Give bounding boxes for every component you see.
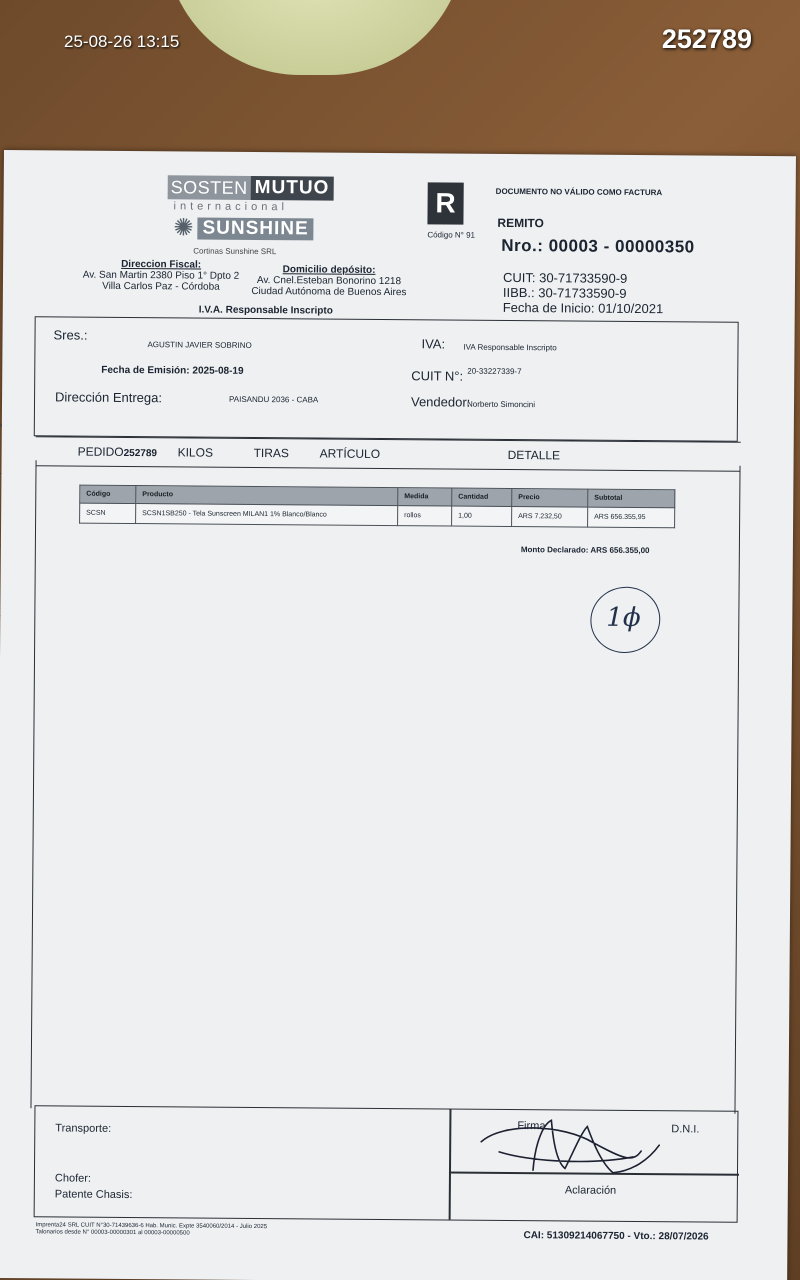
fiscal-address: Direccion Fiscal: Av. San Martin 2380 Piso 1° Dpto 2 Villa Carlos Paz - Córdoba	[82, 258, 240, 293]
doc-type: REMITO	[497, 215, 544, 231]
doc-letter: R	[427, 182, 463, 224]
cell-cantidad: 1,00	[452, 506, 512, 526]
vendedor-value: Norberto Simoncini	[466, 399, 536, 410]
deposit-address: Domicilio depósito: Av. Cnel.Esteban Bonorino 1218 Ciudad Autónoma de Buenos Aires	[251, 264, 407, 299]
cell-precio: ARS 7.232,50	[512, 506, 588, 527]
cuit-value: 20-33227339-7	[467, 366, 522, 377]
cai-info: CAI: 51309214067750 - Vto.: 28/07/2026	[523, 1230, 709, 1243]
iva-label: IVA:	[421, 336, 446, 352]
sunshine-logo	[173, 215, 313, 242]
iva-condition: I.V.A. Responsable Inscripto	[198, 304, 333, 317]
company-name: Cortinas Sunshine SRL	[193, 246, 277, 257]
cell-producto: SCSN1SB250 - Tela Sunscreen MILAN1 1% Blanco/Blanco	[136, 504, 398, 526]
chofer-label: Chofer:	[54, 1172, 92, 1185]
cell-medida: rollos	[398, 506, 452, 526]
articulo-header: ARTÍCULO	[319, 446, 381, 461]
iva-value: IVA Responsable Inscripto	[463, 342, 557, 353]
footer-box	[34, 1105, 739, 1223]
photo-ref-number: 252789	[661, 24, 752, 54]
brand-logo-top: SOSTEN MUTUO	[168, 175, 326, 200]
col-medida: Medida	[398, 488, 452, 506]
fecha-emision: Fecha de Emisión: 2025-08-19	[101, 364, 244, 377]
cell-codigo: SCSN	[80, 503, 136, 523]
table-row	[80, 503, 675, 528]
cell-subtotal: ARS 656.355,95	[588, 507, 675, 528]
sres-value: AGUSTIN JAVIER SOBRINO	[147, 340, 252, 350]
remito-document	[0, 150, 796, 1280]
cuit-label: CUIT N°:	[411, 368, 464, 384]
doc-number: Nro.: 00003 - 00000350	[501, 235, 695, 257]
firma-label: Firma	[517, 1120, 546, 1133]
items-area	[30, 460, 740, 1114]
not-valid-notice: DOCUMENTO NO VÁLIDO COMO FACTURA	[495, 186, 663, 198]
sun-icon: ✺	[173, 214, 194, 242]
col-subtotal: Subtotal	[588, 489, 675, 508]
doc-tax-info: CUIT: 30-71733590-9 IIBB.: 30-71733590-9 Fecha de Inicio: 01/10/2021	[502, 269, 664, 317]
copy-colors-note	[0, 350, 2, 630]
monto-declarado: Monto Declarado: ARS 656.355,00	[520, 545, 650, 556]
printer-info: Imprenta24 SRL CUIT N°30-71439636-6 Hab. Munic. Expte 3540060/2014 - Julio 2025 Talonarios desde N° 00003-00000301 al 00003-00000500	[35, 1222, 268, 1237]
col-producto: Producto	[136, 486, 398, 506]
kilos-header: KILOS	[177, 445, 214, 460]
dni-label: D.N.I.	[671, 1123, 700, 1136]
brand-subtitle: internacional	[173, 200, 288, 214]
brand-name: SUNSHINE	[197, 218, 313, 241]
direccion-value: PAISANDU 2036 - CABA	[229, 394, 319, 405]
detalle-header: DETALLE	[507, 447, 561, 463]
transporte-label: Transporte:	[55, 1122, 112, 1135]
handwritten-mark: 1ϕ	[606, 602, 641, 634]
col-precio: Precio	[512, 488, 588, 507]
items-table	[79, 485, 675, 529]
handwritten-signature	[473, 1112, 674, 1180]
tiras-header: TIRAS	[253, 445, 290, 461]
pedido-label: PEDIDO	[77, 444, 124, 459]
pedido-value: 252789	[123, 447, 158, 460]
direccion-label: Dirección Entrega:	[55, 389, 163, 406]
col-codigo: Código	[80, 485, 136, 503]
sres-label: Sres.:	[53, 327, 88, 343]
photo-timestamp: 25-08-26 13:15	[64, 32, 180, 51]
patente-label: Patente Chasis:	[54, 1188, 133, 1202]
doc-code: Código N° 91	[427, 230, 476, 240]
col-cantidad: Cantidad	[452, 488, 512, 506]
aclaracion-label: Aclaración	[564, 1184, 617, 1197]
footer-divider	[449, 1110, 451, 1220]
client-box	[34, 316, 739, 442]
vendedor-label: Vendedor:	[410, 394, 471, 410]
cup-background	[165, 0, 465, 75]
